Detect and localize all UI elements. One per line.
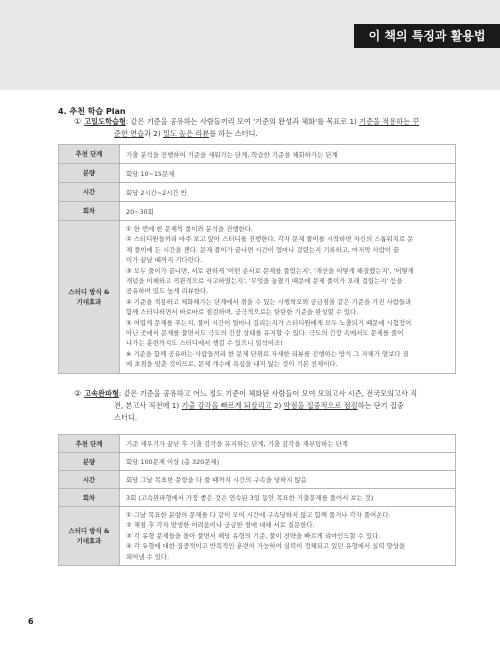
row-value: 20~30회 [120, 202, 456, 221]
list-item: ⑤ 어렵게 문제를 푸는지, 풀이 시간이 얼마나 걸리는지가 스터디원에게 모두 노출되기 때문에 시험장이 [126, 318, 412, 327]
row-value: 회당 100문제 이상 (총 320문제) [120, 453, 456, 471]
page-number: 6 [28, 617, 34, 626]
list-item: ④ 기준을 적용하고 체화해가는 단계에서 겪을 수 있는 시행착오와 궁금점을 같은 기준을 가진 사람들과 [126, 297, 412, 306]
group-study-intro-text: : 같은 기준을 공유하는 사람들끼리 모여 '기준의 완성과 체화'를 목표로 1) [125, 117, 360, 126]
list-item: ③ 각 유형 문제들을 몰아 풀면서 해당 유형의 기준, 풀이 전략을 빠르게 리마인드할 수 있다. [126, 531, 381, 540]
row-label: 시간 [59, 471, 120, 489]
table-row [59, 221, 456, 374]
group-study-intro [74, 116, 454, 140]
list-item: 제 풀이에 든 시간을 잰다. 문제 풀이가 끝나면 시간이 얼마나 걸렸는지 기록하고, 마지막 사람이 끝 [126, 245, 400, 254]
list-item: 개념을 이해하고 직관적으로 사고하였는지', '무엇을 놓쳤기 때문에 문제 풀이가 오래 걸렸는지' 등을 [126, 277, 403, 286]
row-label: 회차 [59, 202, 120, 221]
row-value: 기출 분석을 진행하여 기준을 세워가는 단계, 학습한 기준을 체화하가는 단계 [120, 145, 456, 164]
group-study-underline-3: 밀도 높은 리뷰 [162, 129, 210, 138]
table-row [59, 471, 456, 489]
quick-study-line-3: 스터디. [114, 413, 138, 422]
table-row [59, 435, 456, 453]
table-row [59, 202, 456, 221]
group-study-term: 고밀도학습형 [84, 117, 126, 126]
list-item: ※ 기준을 함께 공유하는 사람들끼리 한 문제 단위로 자세한 리뷰를 진행하는 방식 그 자체가 양보다 질 [126, 349, 409, 358]
list-item: ③ 모두 풀이가 끝나면, 서로 편하게 '어떤 순서로 문제를 풀었는지', '개선을 어떻게 해결했는지', '어떻게 [126, 266, 414, 275]
group-study-underline-1: 기준을 적용하는 꾸 [359, 117, 420, 126]
quick-study-table [58, 434, 456, 566]
method-list [120, 221, 456, 374]
quick-study-line-2b: 하는 단기 집중 [357, 401, 404, 410]
row-label: 분량 [59, 453, 120, 471]
quick-study-marker: ② [74, 389, 82, 398]
row-label: 추천 단계 [59, 435, 120, 453]
row-value: 회당 그날 목표한 문항을 다 풀 때까지 시간의 구속을 당하지 않음 [120, 471, 456, 489]
section-title: 4. 추천 학습 Plan [58, 107, 126, 116]
list-item: ② 채점 후 각자 발생한 어려움이나 궁금한 점에 대해 서로 질문한다. [126, 521, 315, 530]
row-label: 추천 단계 [59, 145, 120, 164]
list-item: 에 초점을 맞춘 것이므로, 문제 개수에 욕심을 내지 않는 것이 기본 전제이다. [126, 360, 338, 369]
list-item: 이가 끝날 때까지 기다린다. [126, 256, 203, 265]
table-row [59, 507, 456, 566]
group-study-end: 를 하는 스터디. [209, 129, 258, 138]
quick-study-line-1: : 같은 기준을 공유하고 어느 정도 기준이 체화된 사람들이 모여 모의고사 시즌, 전국모의고사 직 [118, 389, 418, 398]
group-study-underline-2: 준한 연습 [114, 129, 145, 138]
chapter-header: 이 책의 특징과 활용법 [354, 24, 500, 48]
quick-study-line-2a: 전, 본고사 직전에 1) [114, 401, 182, 410]
list-item: ① 그날 목표한 분량의 문제를 다 같이 모여 시간에 구속당하지 않고 함께 풀거나 각자 풀어온다. [126, 511, 391, 519]
row-label: 시간 [59, 183, 120, 202]
list-item: ① 한 번에 한 문제씩 풀이와 분석을 진행한다. [126, 225, 253, 233]
row-label: 분량 [59, 164, 120, 183]
quick-study-term: 고속완파형 [84, 389, 119, 398]
list-item: 함께 스터디하면서 바로바로 점검하며, 궁극적으로는 탄탄한 기준을 완성할 수 있다. [126, 308, 359, 317]
quick-study-underline-2: 약점을 집중적으로 점검 [283, 401, 358, 410]
list-item: ④ 각 유형에 대한 집중적이고 반복적인 훈련이 가능하여 실력이 정체되고 있던 유형에서 실력 향상을 [126, 542, 406, 551]
row-value: 3회 (고속완파형에서 가장 좋은 것은 연속된 3일 동안 목표한 기출문제를 풀어서 보는 것) [120, 489, 456, 507]
row-label: 스터디 방식 & 기대효과 [59, 507, 120, 566]
quick-study-underline-1: 기출 감각을 빠르게 되살리고 [181, 401, 272, 410]
group-study-table [58, 144, 456, 374]
group-study-mid: 과 2) [144, 129, 163, 138]
table-row [59, 164, 456, 183]
table-row [59, 453, 456, 471]
row-value: 회당 10~15문제 [120, 164, 456, 183]
row-label: 회차 [59, 489, 120, 507]
list-item: 나가는 훈련까지도 스터디에서 챙길 수 있으니 일석이조! [126, 339, 283, 348]
quick-study-mid: 2) [271, 401, 284, 410]
table-row [59, 145, 456, 164]
list-item: 꾀어낼 수 있다. [126, 552, 170, 561]
method-list [120, 507, 456, 566]
list-item: 아닌 곳에서 문제를 풀면서도 극도의 긴장 상태를 유지할 수 있다. 극도의 긴장 속에서도 문제를 풀어 [126, 329, 404, 338]
quick-study-intro [74, 388, 454, 424]
row-value: 회당 2시간~2시간 반 [120, 183, 456, 202]
row-value: 기준 세우기가 끝난 후 기출 감각을 유지하는 단계, 기출 감각을 재부팅하는 단계 [120, 435, 456, 453]
row-label: 스터디 방식 & 기대효과 [59, 221, 120, 374]
table-row [59, 489, 456, 507]
list-item: ② 스터디원들끼리 마주 보고 앉아 스터디를 진행한다. 각자 문제 풀이를 시작하면 자신의 스톱워치로 문 [126, 235, 414, 244]
table-row [59, 183, 456, 202]
list-item: 공유하며 밀도 높게 리뷰한다. [126, 287, 209, 296]
group-study-marker: ① [74, 117, 82, 126]
